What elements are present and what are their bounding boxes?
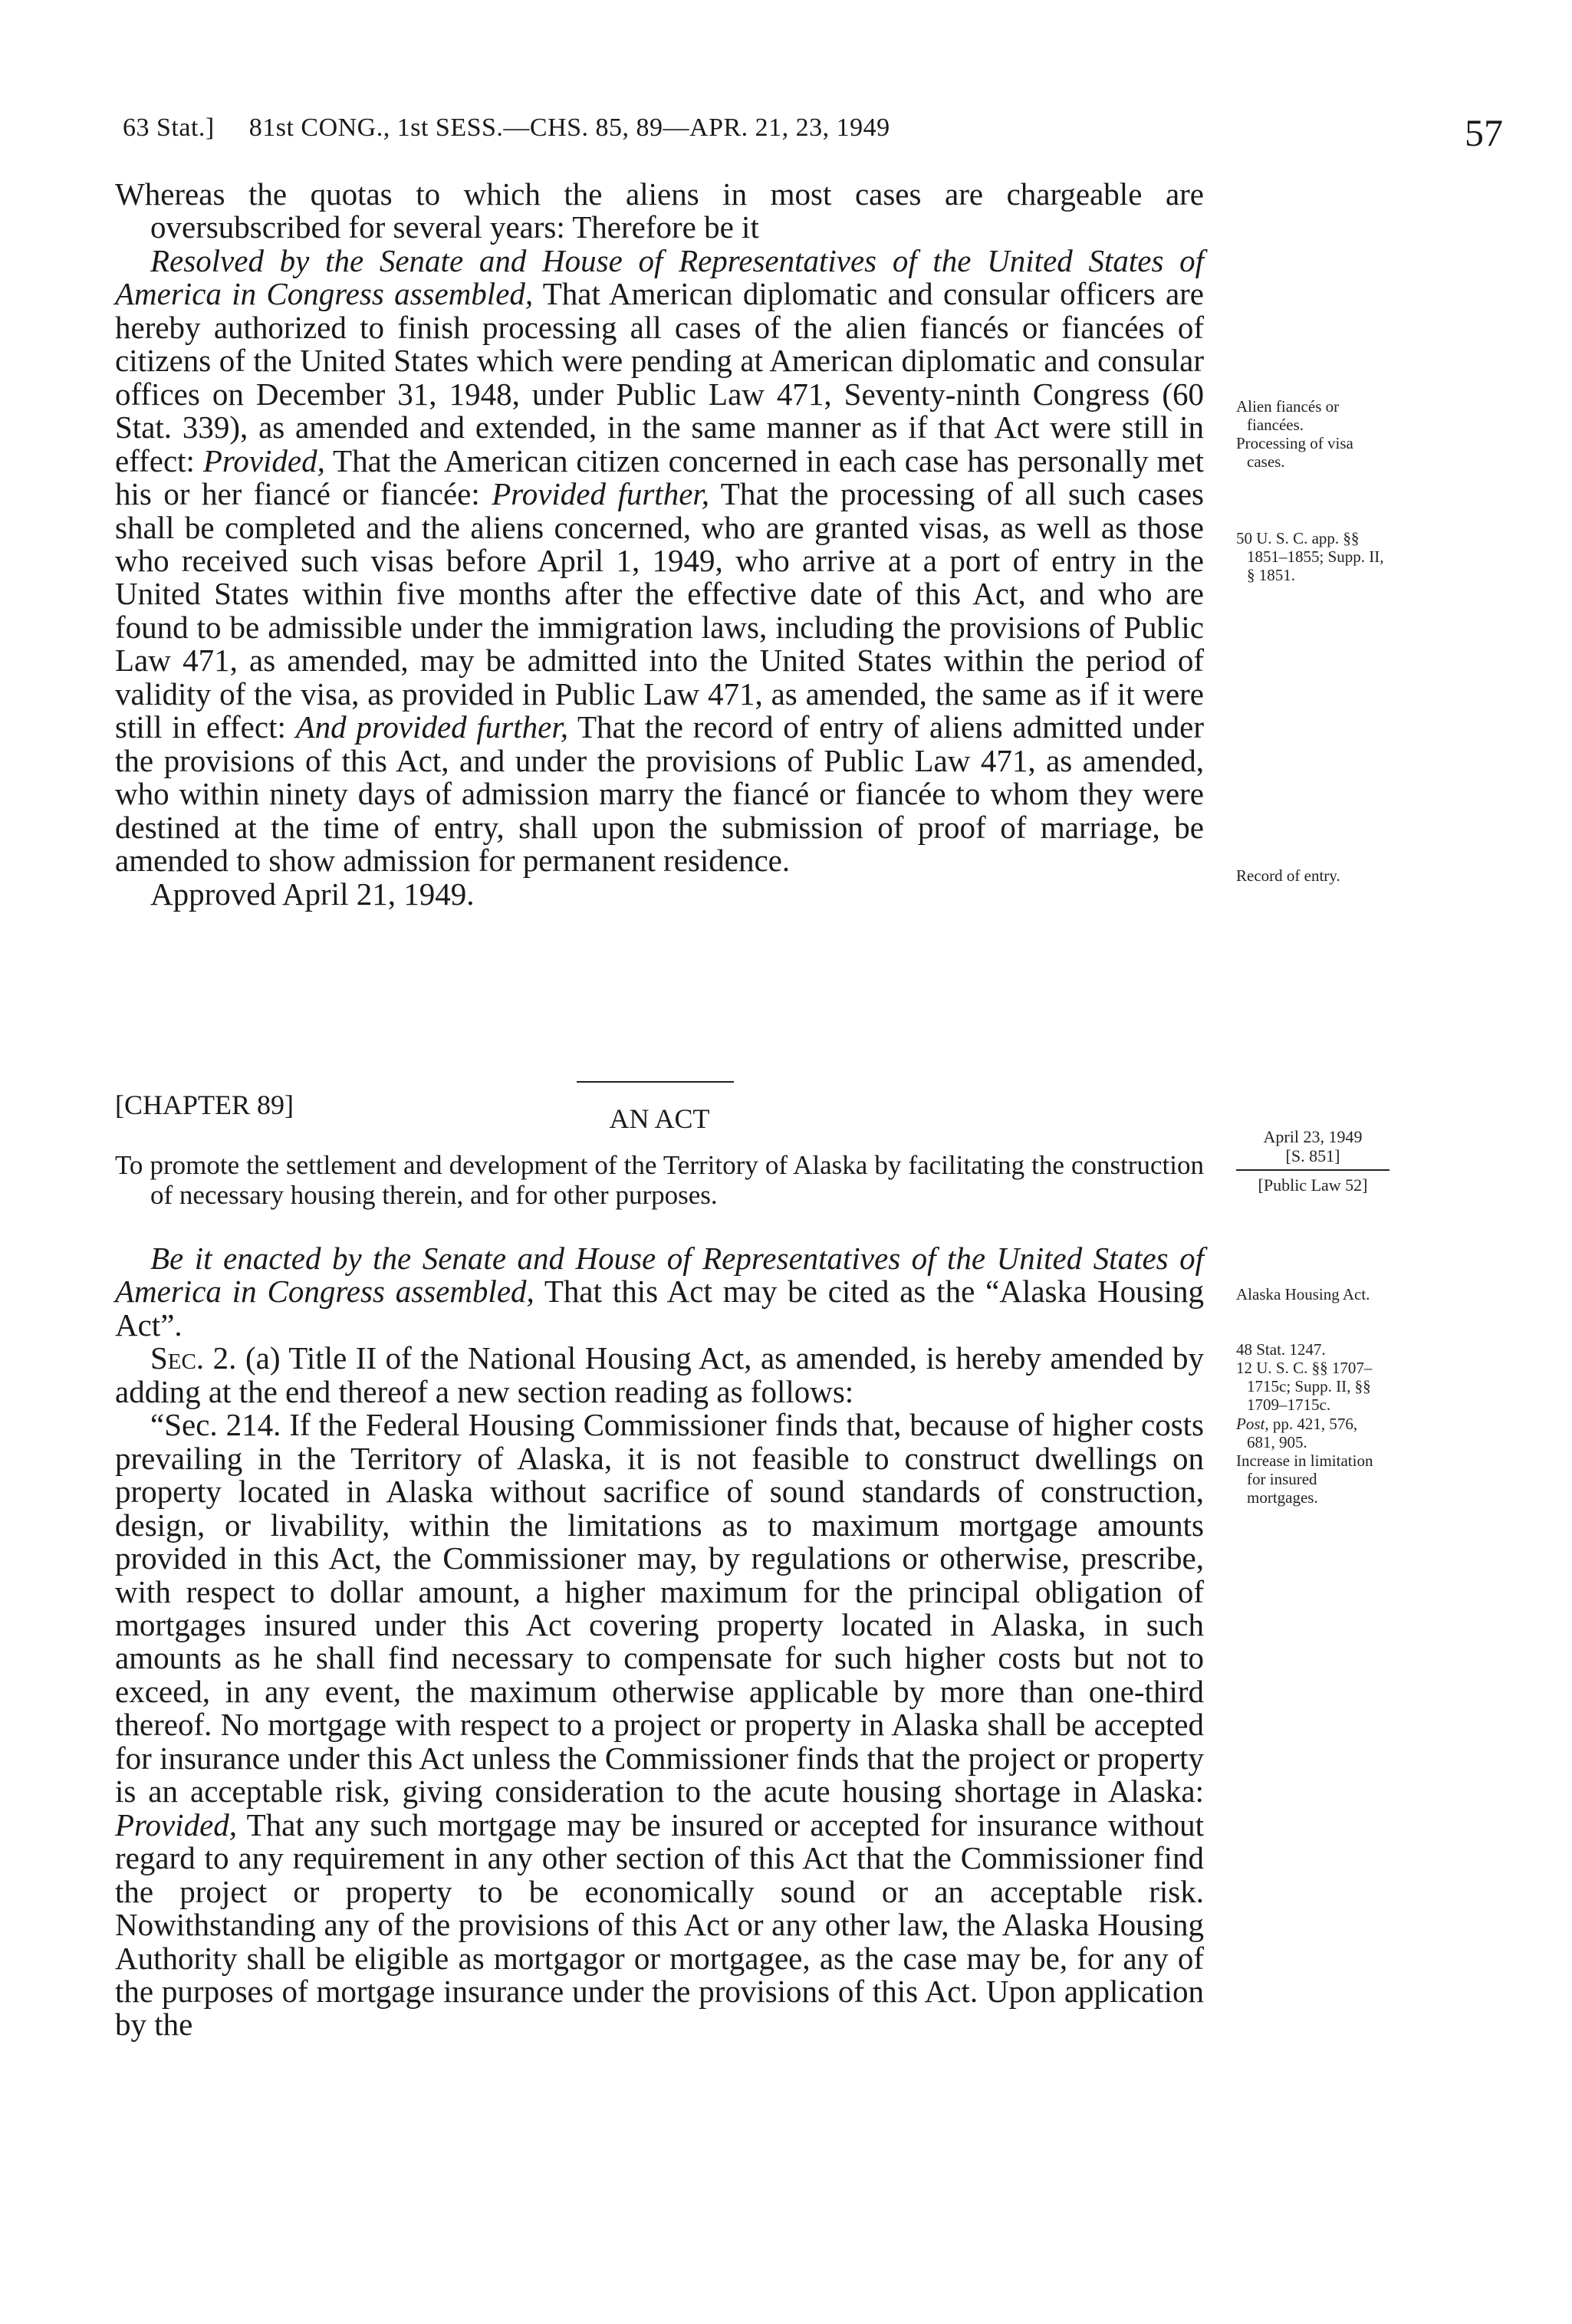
resolving-formula: Resolved by the Senate and House of Representatives of the United States of America in Congress assembled,: [115, 242, 1204, 312]
resolution-text: That the American citizen concerned in each case has personally met his or her fiancé or fiancée:: [115, 442, 1204, 512]
running-head-citation: 63 Stat.] 81st CONG., 1st SESS.—CHS. 85, 89—APR. 21, 23, 1949: [123, 113, 890, 142]
sidenote-usc-citation: [1236, 529, 1389, 584]
chapter-89-body: [115, 1242, 1204, 2042]
proviso-label: And provided further,: [295, 709, 568, 745]
sidenote-text: Increase in limitation for insured mortgages.: [1236, 1451, 1373, 1507]
act-heading: AN ACT: [609, 1103, 710, 1134]
sidenote-record-of-entry: [1236, 866, 1389, 885]
enactment-date: April 23, 1949: [1263, 1127, 1363, 1146]
running-header: [123, 113, 1503, 159]
section-text: “Sec. 214. If the Federal Housing Commissioner finds that, because of higher costs prevailing in the Territory of Alaska, it is not feasible to construct dwellings on property located in Alaska without sacrifice of sound standards of construction, design, or livability, within the limitations as to maximum mortgage amounts provided in this Act, the Commissioner may, by regulations or otherwise, prescribe, with respect to dollar amount, a higher maximum for the principal obligation of mortgages insured under this Act covering property located in Alaska, in such amounts as he shall find necessary to compensate for such higher costs but not to exceed, in any event, the maximum otherwise applicable by more than one-third thereof. No mortgage with respect to a project or property in Alaska shall be accepted for insurance under this Act unless the Commissioner finds that the project or property is an acceptable risk, giving consideration to the acute housing shortage in Alaska:: [115, 1407, 1204, 1810]
act-purpose: [115, 1150, 1204, 1210]
section-divider: [577, 1081, 734, 1083]
resolution-text: That the record of entry of aliens admitted under the provisions of this Act, and under the provisions of Public Law 471, as amended, who within ninety days of admission marry the fiancé or fiancée to whom they were destined at the time of entry, shall upon the submission of proof of marriage, be amended to show admission for permanent residence.: [115, 709, 1204, 879]
whereas-clause: Whereas the quotas to which the aliens in most cases are chargeable are oversubscribed for several years: Therefore be it: [115, 176, 1204, 245]
section-214: [115, 1409, 1204, 2042]
resolution-text: That American diplomatic and consular officers are hereby authorized to finish processing all cases of the alien fiancés or fiancées of citizens of the United States which were pending at American diplomatic and consular offices on December 31, 1948, under Public Law 471, Seventy-ninth Congress (60 Stat. 339), as amended and extended, in the same manner as if that Act were still in effect:: [115, 276, 1205, 478]
sidenote-alien-fiances: [1236, 397, 1389, 472]
short-title-text: That this Act may be cited as the “Alaska Housing Act”.: [115, 1274, 1205, 1343]
sidenote-text: 12 U. S. C. §§ 1707–1715c; Supp. II, §§ 1709–1715c.: [1236, 1359, 1373, 1415]
bill-number: [S. 851]: [1236, 1146, 1389, 1170]
section-text: That any such mortgage may be insured or accepted for insurance without regard to any requirement in any other section of this Act that the Commissioner find the project or property to be economically sound or an acceptable risk. Nowithstanding any of the provisions of this Act or any other law, the Alaska Housing Authority shall be eligible as mortgagor or mortgagee, as the case may be, for any of the purposes of mortgage insurance under the provisions of this Act. Upon application by the: [115, 1806, 1204, 2043]
enacting-clause: [115, 1242, 1204, 1342]
sidenote-alaska-housing-act: [1236, 1285, 1389, 1303]
sidenote-post-reference: [1236, 1415, 1389, 1451]
sidenote-text: Alaska Housing Act.: [1236, 1285, 1370, 1303]
section-text: (a) Title II of the National Housing Act, as amended, is hereby amended by adding at the end thereof a new section reading as follows:: [115, 1340, 1205, 1409]
section-2: [115, 1342, 1204, 1409]
sidenote-text: Alien fiancés or fiancées.: [1236, 397, 1340, 435]
chapter-85-body: [115, 178, 1204, 911]
page-number: 57: [1465, 111, 1503, 154]
public-law-number: [Public Law 52]: [1258, 1175, 1368, 1195]
sidenote-stat-citations: [1236, 1340, 1389, 1507]
sidenote-text: 48 Stat. 1247.: [1236, 1340, 1326, 1359]
section-label: Sec. 2.: [150, 1340, 237, 1376]
resolving-clause: [115, 242, 1205, 879]
proviso-label: Provided further,: [492, 476, 710, 512]
sidenote-text: Processing of visa cases.: [1236, 434, 1353, 472]
sidenote-text: Record of entry.: [1236, 866, 1340, 885]
sidenote-enactment-info: [1236, 1127, 1389, 1195]
enacting-formula: Be it enacted by the Senate and House of Representatives of the United States of America in Congress assembled,: [115, 1241, 1204, 1310]
proviso-label: Provided,: [115, 1806, 238, 1842]
approval-line: Approved April 21, 1949.: [150, 876, 475, 912]
proviso-label: Provided,: [202, 442, 325, 478]
sidenote-text: pp. 421, 576, 681, 905.: [1247, 1414, 1358, 1451]
post-label: Post,: [1236, 1414, 1269, 1433]
sidenote-text: 50 U. S. C. app. §§ 1851–1855; Supp. II, § 1851.: [1236, 529, 1384, 585]
resolution-text: That the processing of all such cases shall be completed and the aliens concerned, who are granted visas, as well as those who received such visas before April 1, 1949, who arrive at a port of entry in the United States within five months after the effective date of this Act, and who are found to be admissible under the immigration laws, including the provisions of Public Law 471, as amended, may be admitted into the United States within the period of validity of the visa, as provided in Public Law 471, as amended, the same as if it were still in effect:: [115, 476, 1204, 745]
purpose-text: To promote the settlement and development of the Territory of Alaska by facilitating the construction of necessary housing therein, and for other purposes.: [115, 1150, 1204, 1211]
chapter-label: [CHAPTER 89]: [115, 1090, 294, 1120]
